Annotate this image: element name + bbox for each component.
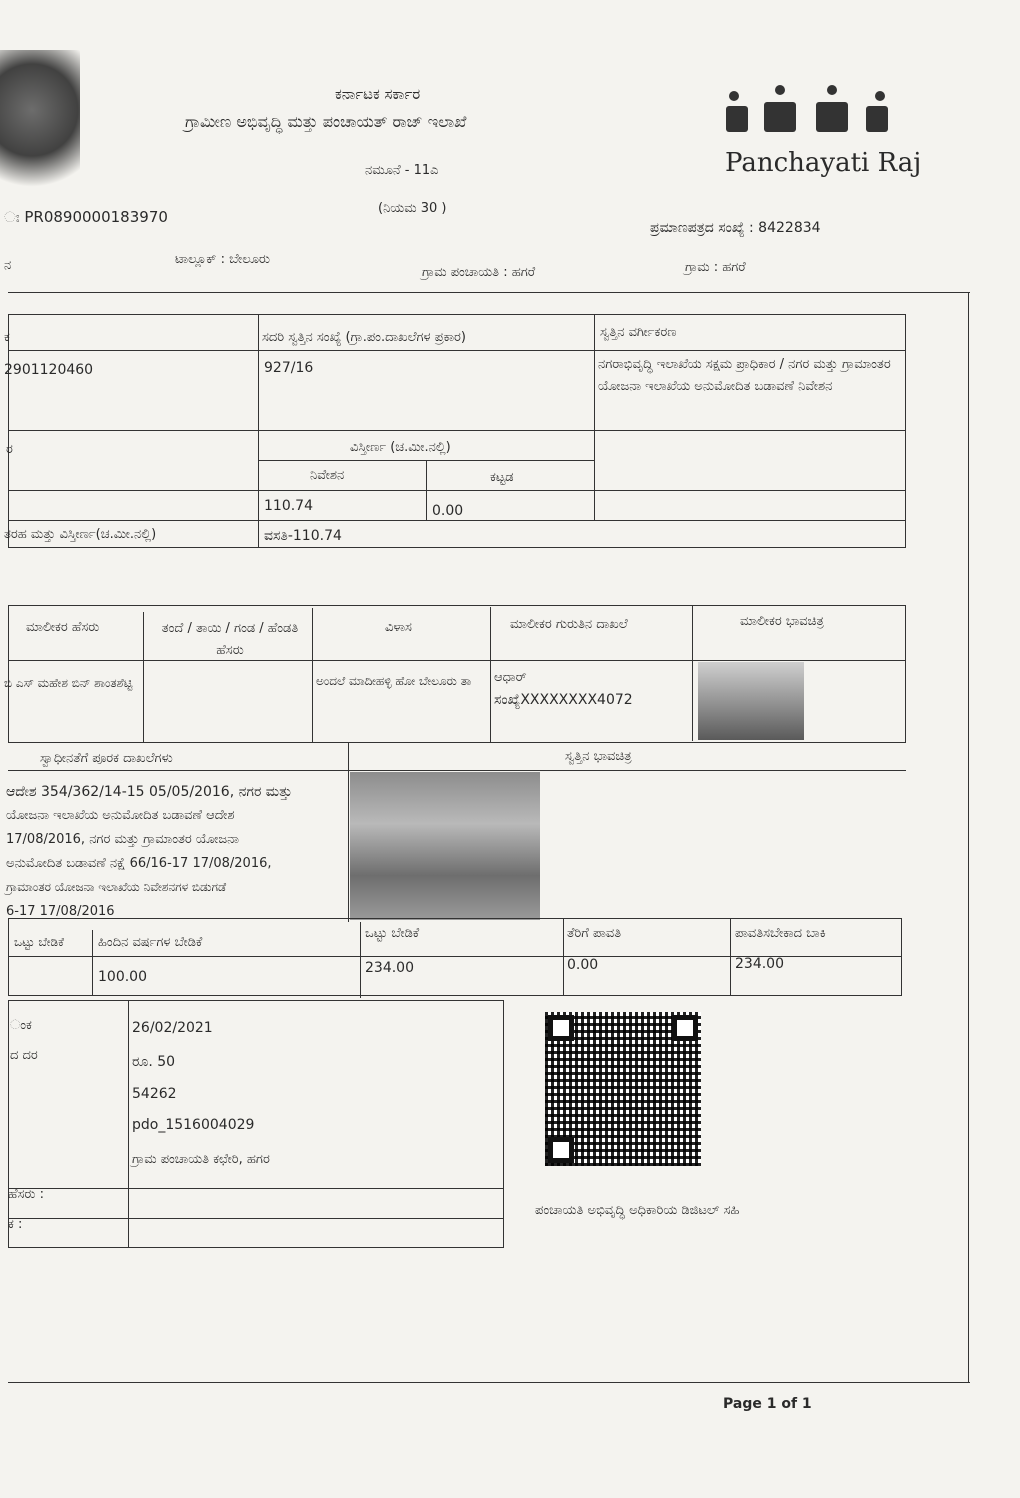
certificate-number: ಪ್ರಮಾಣಪತ್ರದ ಸಂಖ್ಯೆ : 8422834 (650, 220, 821, 236)
balance-value: 234.00 (735, 956, 784, 972)
id-number: ಸಂಖ್ಯೆXXXXXXXX4072 (494, 692, 633, 708)
issue-date: 26/02/2021 (132, 1020, 213, 1036)
govt-title: ಕರ್ನಾಟಕ ಸರ್ಕಾರ (335, 85, 421, 103)
row-prefix: ನ (4, 258, 12, 273)
doc-line: ಗ್ರಾಮಾಂತರ ಯೋಜನಾ ಇಲಾಖೆಯ ನಿವೇಶನಗಳ ಬಿಡುಗಡೆ (6, 880, 227, 894)
relation-header: ತಂದೆ / ತಾಯಿ / ಗಂಡ / ಹೆಂಡತಿ ಹೆಸರು (161, 621, 299, 658)
frame-bottom (8, 1382, 970, 1383)
doc-line: ಅನುಮೋದಿತ ಬಡಾವಣೆ ನಕ್ಷೆ 66/16-17 17/08/2016, (6, 856, 272, 871)
owner-name-header: ಮಾಲೀಕರ ಹೆಸರು (26, 620, 100, 635)
type-label: ತರಹ ಮತ್ತು ವಿಸ್ತೀರ್ಣ(ಚ.ಮೀ.ನಲ್ಲಿ) (4, 527, 157, 542)
photo-header: ಮಾಲೀಕರ ಭಾವಚಿತ್ರ (740, 614, 824, 629)
tax-paid-value: 0.00 (567, 957, 599, 973)
prev-demand-value: 100.00 (98, 969, 147, 985)
owner-address: ಅಂದಲೆ ಮಾದೀಹಳ್ಳಿ ಹೋ ಬೇಲೂರು ತಾ (316, 674, 472, 688)
dept-title: ಗ್ರಾಮೀಣ ಅಭಿವೃದ್ಧಿ ಮತ್ತು ಪಂಚಾಯತ್ ರಾಜ್ ಇಲಾಖೆ (185, 112, 467, 131)
doc-line: ಆದೇಶ 354/362/14-15 05/05/2016, ನಗರ ಮತ್ತು (6, 784, 293, 800)
pdo-id: pdo_1516004029 (132, 1117, 255, 1133)
id-header: ಮಾಲೀಕರ ಗುರುತಿನ ದಾಖಲೆ (510, 617, 628, 632)
documents-header: ಸ್ವಾಧೀನತೆಗೆ ಪೂರಕ ದಾಖಲೆಗಳು (40, 751, 173, 766)
building-area: 0.00 (432, 503, 464, 519)
col-prefix: ಕ (4, 330, 10, 345)
doc-line: 17/08/2016, ನಗರ ಮತ್ತು ಗ್ರಾಮಾಂತರ ಯೋಜನಾ (6, 832, 239, 847)
issue-details-table (8, 1000, 504, 1248)
balance-header: ಪಾವತಿಸಬೇಕಾದ ಬಾಕಿ (735, 926, 826, 941)
logo-text: Panchayati Raj (725, 148, 922, 178)
address-header: ವಿಳಾಸ (385, 620, 412, 635)
issue-fee: ರೂ. 50 (132, 1054, 176, 1070)
type-value: ವಸತಿ-110.74 (264, 528, 342, 544)
owner-photo (698, 662, 804, 740)
karnataka-emblem-icon (0, 50, 80, 200)
village: ಗ್ರಾಮ : ಹಗರೆ (685, 260, 746, 275)
issue-office: ಗ್ರಾಮ ಪಂಚಾಯತಿ ಕಛೇರಿ, ಹಗರ (132, 1152, 270, 1167)
fee-label: ದ ದರ (10, 1048, 38, 1063)
id-type: ಆಧಾರ್ (494, 670, 527, 685)
classification-value: ನಗರಾಭಿವೃದ್ಧಿ ಇಲಾಖೆಯ ಸಕ್ಷಮ ಪ್ರಾಧಿಕಾರ / ನಗರ ಮತ್ತು ಗ್ರಾಮಾಂತರ ಯೋಜನಾ ಇಲಾಖೆಯ ಅನುಮೋದಿತ ಬಡಾವಣೆ ನಿವೇಶನ (598, 357, 891, 394)
frame-top (8, 292, 970, 293)
tax-paid-header: ತೆರಿಗೆ ಪಾವತಿ (567, 926, 622, 941)
building-label: ಕಟ್ಟಡ (490, 470, 514, 485)
gram-panchayat: ಗ್ರಾಮ ಪಂಚಾಯತಿ : ಹಗರೆ (422, 265, 536, 280)
sign-label: ಕ : (8, 1217, 23, 1232)
site-label: ನಿವೇಶನ (310, 468, 345, 483)
total-demand-value: 234.00 (365, 960, 414, 976)
qr-code-icon (545, 1012, 701, 1166)
form-number: ನಮೂನೆ - 11ಎ (365, 163, 439, 178)
site-area: 110.74 (264, 498, 313, 514)
classification-header: ಸ್ವತ್ತಿನ ವರ್ಗೀಕರಣ (600, 325, 677, 340)
number-left: 2901120460 (4, 362, 94, 378)
receipt-number: 54262 (132, 1086, 177, 1102)
doc-line: 6-17 17/08/2016 (6, 904, 115, 919)
property-number-header: ಸದರಿ ಸ್ವತ್ತಿನ ಸಂಖ್ಯೆ (ಗ್ರಾ.ಪಂ.ದಾಖಲೆಗಳ ಪ್ರಕಾರ) (262, 330, 466, 345)
digital-signature-label: ಪಂಚಾಯತಿ ಅಭಿವೃದ್ಧಿ ಅಧಿಕಾರಿಯ ಡಿಜಿಟಲ್ ಸಹಿ (535, 1203, 740, 1218)
property-photo (350, 772, 540, 920)
name-label: ಹೆಸರು : (8, 1187, 44, 1202)
property-id: ಃ PR0890000183970 (4, 208, 168, 226)
rule-number: (ನಿಯಮ 30 ) (378, 201, 447, 216)
doc-line: ಯೋಜನಾ ಇಲಾಖೆಯ ಅನುಮೋದಿತ ಬಡಾವಣೆ ಆದೇಶ (6, 808, 235, 823)
total-demand-header: ಒಟ್ಟು ಬೇಡಿಕೆ (365, 926, 420, 941)
owner-name: ಬಿ ಎಸ್ ಮಹೇಶ ಬಿನ್ ಶಾಂತಶೆಟ್ಟಿ (4, 676, 133, 690)
property-photo-header: ಸ್ವತ್ತಿನ ಭಾವಚಿತ್ರ (565, 749, 632, 764)
taluk: ಟಾಲ್ಲೂಕ್ : ಬೇಲೂರು (175, 252, 270, 267)
frame-right (968, 292, 969, 1382)
prev-demand-header: ಹಿಂದಿನ ವರ್ಷಗಳ ಬೇಡಿಕೆ (98, 935, 203, 950)
total-demand-header-left: ಒಟ್ಟು ಬೇಡಿಕೆ (14, 935, 64, 949)
date-label: ಂಕ (10, 1018, 32, 1033)
property-number: 927/16 (264, 360, 314, 376)
page-indicator: Page 1 of 1 (723, 1396, 812, 1412)
area-prefix: ರ (6, 442, 13, 457)
area-header: ವಿಸ್ತೀರ್ಣ (ಚ.ಮೀ.ನಲ್ಲಿ) (350, 440, 451, 455)
panchayati-raj-logo-icon (720, 80, 900, 140)
